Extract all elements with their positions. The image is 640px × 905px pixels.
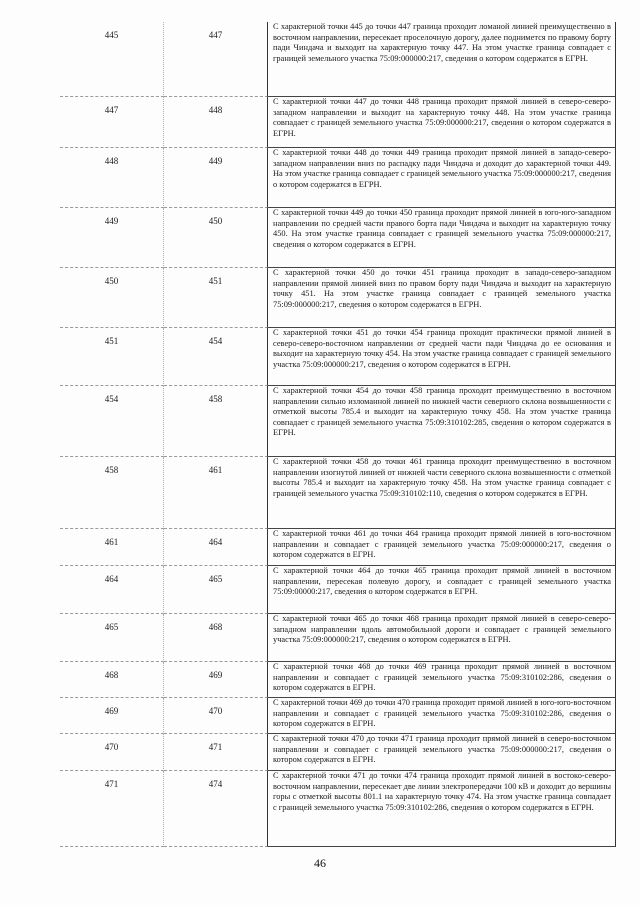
- from-point-cell: 458: [60, 457, 164, 529]
- table-row: [60, 208, 616, 268]
- from-point-cell: 471: [60, 771, 164, 847]
- from-point-cell: 454: [60, 386, 164, 457]
- table-row: [60, 662, 616, 698]
- description-cell: С характерной точки 451 до точки 454 граница проходит практически прямой линией в северо-северо-восточном направлении от средней части пади Чиндача до ее основания и выходит на характерную точку 454. На этом участке граница совпадает с границей земельного участка 75:09:000000:217, сведения о котором содержатся в ЕГРН.: [268, 328, 616, 386]
- from-point-cell: 450: [60, 268, 164, 328]
- boundary-table: [60, 22, 616, 847]
- table-row: [60, 457, 616, 529]
- table-row: [60, 529, 616, 566]
- description-cell: С характерной точки 464 до точки 465 граница проходит прямой линией в восточном направлении, пересекая полевую дорогу, и совпадает с границей земельного участка 75:09:00000:217, сведения о котором содержатся в ЕГРН.: [268, 566, 616, 614]
- table-row: [60, 268, 616, 328]
- description-cell: С характерной точки 470 до точки 471 граница проходит прямой линией в северо-восточном направлении и совпадает с границей земельного участка 75:09:000000:217, сведения о котором содержатся в ЕГРН.: [268, 734, 616, 771]
- to-point-cell: 471: [164, 734, 268, 771]
- from-point-cell: 461: [60, 529, 164, 566]
- table-row: [60, 698, 616, 734]
- to-point-cell: 470: [164, 698, 268, 734]
- to-point-cell: 464: [164, 529, 268, 566]
- description-cell: С характерной точки 465 до точки 468 граница проходит прямой линией в северо-северо-западном направлении вдоль автомобильной дороги и совпадает с границей земельного участка 75:09:000000:217, сведения о котором содержатся в ЕГРН.: [268, 614, 616, 662]
- description-cell: С характерной точки 458 до точки 461 граница проходит преимущественно в восточном направлении изогнутой линией от нижней части северного склона возвышенности с отметкой высоты 785.4 и выходит на характерную точку 458. На этом участке граница совпадает с границей земельного участка 75:09:310102:110, сведения о котором содержатся в ЕГРН.: [268, 457, 616, 529]
- description-cell: С характерной точки 448 до точки 449 граница проходит прямой линией в западо-северо-западном направлении вниз по распадку пади Чиндача и доходит до характерной точки 449. На этом участке граница совпадает с границей земельного участка 75:09:000000:217, сведения о котором содержатся в ЕГРН.: [268, 148, 616, 208]
- table-row: [60, 148, 616, 208]
- description-cell: С характерной точки 450 до точки 451 граница проходит в западо-северо-западном направлении прямой линией вниз по правом борту пади Чиндача и выходит на характерную точку 451. На этом участке граница совпадает с границей земельного участка 75:09:000000:217, сведения о котором содержатся в ЕГРН.: [268, 268, 616, 328]
- to-point-cell: 449: [164, 148, 268, 208]
- to-point-cell: 461: [164, 457, 268, 529]
- from-point-cell: 447: [60, 97, 164, 148]
- to-point-cell: 468: [164, 614, 268, 662]
- table-row: [60, 771, 616, 847]
- from-point-cell: 464: [60, 566, 164, 614]
- table-row: [60, 97, 616, 148]
- table-row: [60, 328, 616, 386]
- table-row: [60, 614, 616, 662]
- to-point-cell: 474: [164, 771, 268, 847]
- from-point-cell: 469: [60, 698, 164, 734]
- to-point-cell: 469: [164, 662, 268, 698]
- to-point-cell: 454: [164, 328, 268, 386]
- from-point-cell: 448: [60, 148, 164, 208]
- from-point-cell: 470: [60, 734, 164, 771]
- to-point-cell: 465: [164, 566, 268, 614]
- table-row: [60, 22, 616, 97]
- to-point-cell: 447: [164, 22, 268, 97]
- description-cell: С характерной точки 454 до точки 458 граница проходит преимущественно в восточном направлении сильно изломанной линией по нижней части северного склона возвышенности с отметкой высоты 785.4 и выходит на характерную точку 458. На этом участке граница совпадает с границей земельного участка 75:09:310102:285, сведения о котором содержатся в ЕГРН.: [268, 386, 616, 457]
- to-point-cell: 458: [164, 386, 268, 457]
- table-row: [60, 734, 616, 771]
- description-cell: С характерной точки 461 до точки 464 граница проходит прямой линией в юго-восточном направлении и совпадает с границей земельного участка 75:09:000000:217, сведения о котором содержатся в ЕГРН.: [268, 529, 616, 566]
- description-cell: С характерной точки 469 до точки 470 граница проходит прямой линией в юго-юго-восточном направлении и совпадает с границей земельного участка 75:09:310102:286, сведения о котором содержатся в ЕГРН.: [268, 698, 616, 734]
- table-row: [60, 566, 616, 614]
- description-cell: С характерной точки 471 до точки 474 граница проходит прямой линией в востоко-северо-восточном направлении, пересекает две линии электропередачи 100 кВ и доходит до вершины горы с отметкой высоты 801.1 на характерную точку 474. На этом участке граница совпадает с границей земельного участка 75:09:310102:286, сведения о котором содержатся в ЕГРН.: [268, 771, 616, 847]
- to-point-cell: 448: [164, 97, 268, 148]
- table-row: [60, 386, 616, 457]
- page-number: 46: [314, 856, 326, 870]
- from-point-cell: 449: [60, 208, 164, 268]
- from-point-cell: 451: [60, 328, 164, 386]
- from-point-cell: 468: [60, 662, 164, 698]
- description-cell: С характерной точки 447 до точки 448 граница проходит прямой линией в северо-северо-западном направлении и выходит на характерную точку 448. На этом участке граница совпадает с границей земельного участка 75:09:000000:217, сведения о котором содержатся в ЕГРН.: [268, 97, 616, 148]
- description-cell: С характерной точки 449 до точки 450 граница проходит прямой линией в юго-юго-западном направлении по средней части правого борта пади Чиндача и выходит на характерную точку 450. На этом участке граница совпадает с границей земельного участка 75:09:000000:217, сведения о котором содержатся в ЕГРН.: [268, 208, 616, 268]
- description-cell: С характерной точки 445 до точки 447 граница проходит ломаной линией преимущественно в восточном направлении, пересекает проселочную дорогу, далее поднимется по правому борту пади Чиндача и выходит на характерную точку 447. На этом участке граница совпадает с границей земельного участка 75:09:000000:217, сведения о котором содержатся в ЕГРН.: [268, 22, 616, 97]
- from-point-cell: 445: [60, 22, 164, 97]
- to-point-cell: 450: [164, 208, 268, 268]
- from-point-cell: 465: [60, 614, 164, 662]
- to-point-cell: 451: [164, 268, 268, 328]
- description-cell: С характерной точки 468 до точки 469 граница проходит прямой линией в восточном направлении и совпадает с границей земельного участка 75:09:310102:286, сведения о котором содержатся в ЕГРН.: [268, 662, 616, 698]
